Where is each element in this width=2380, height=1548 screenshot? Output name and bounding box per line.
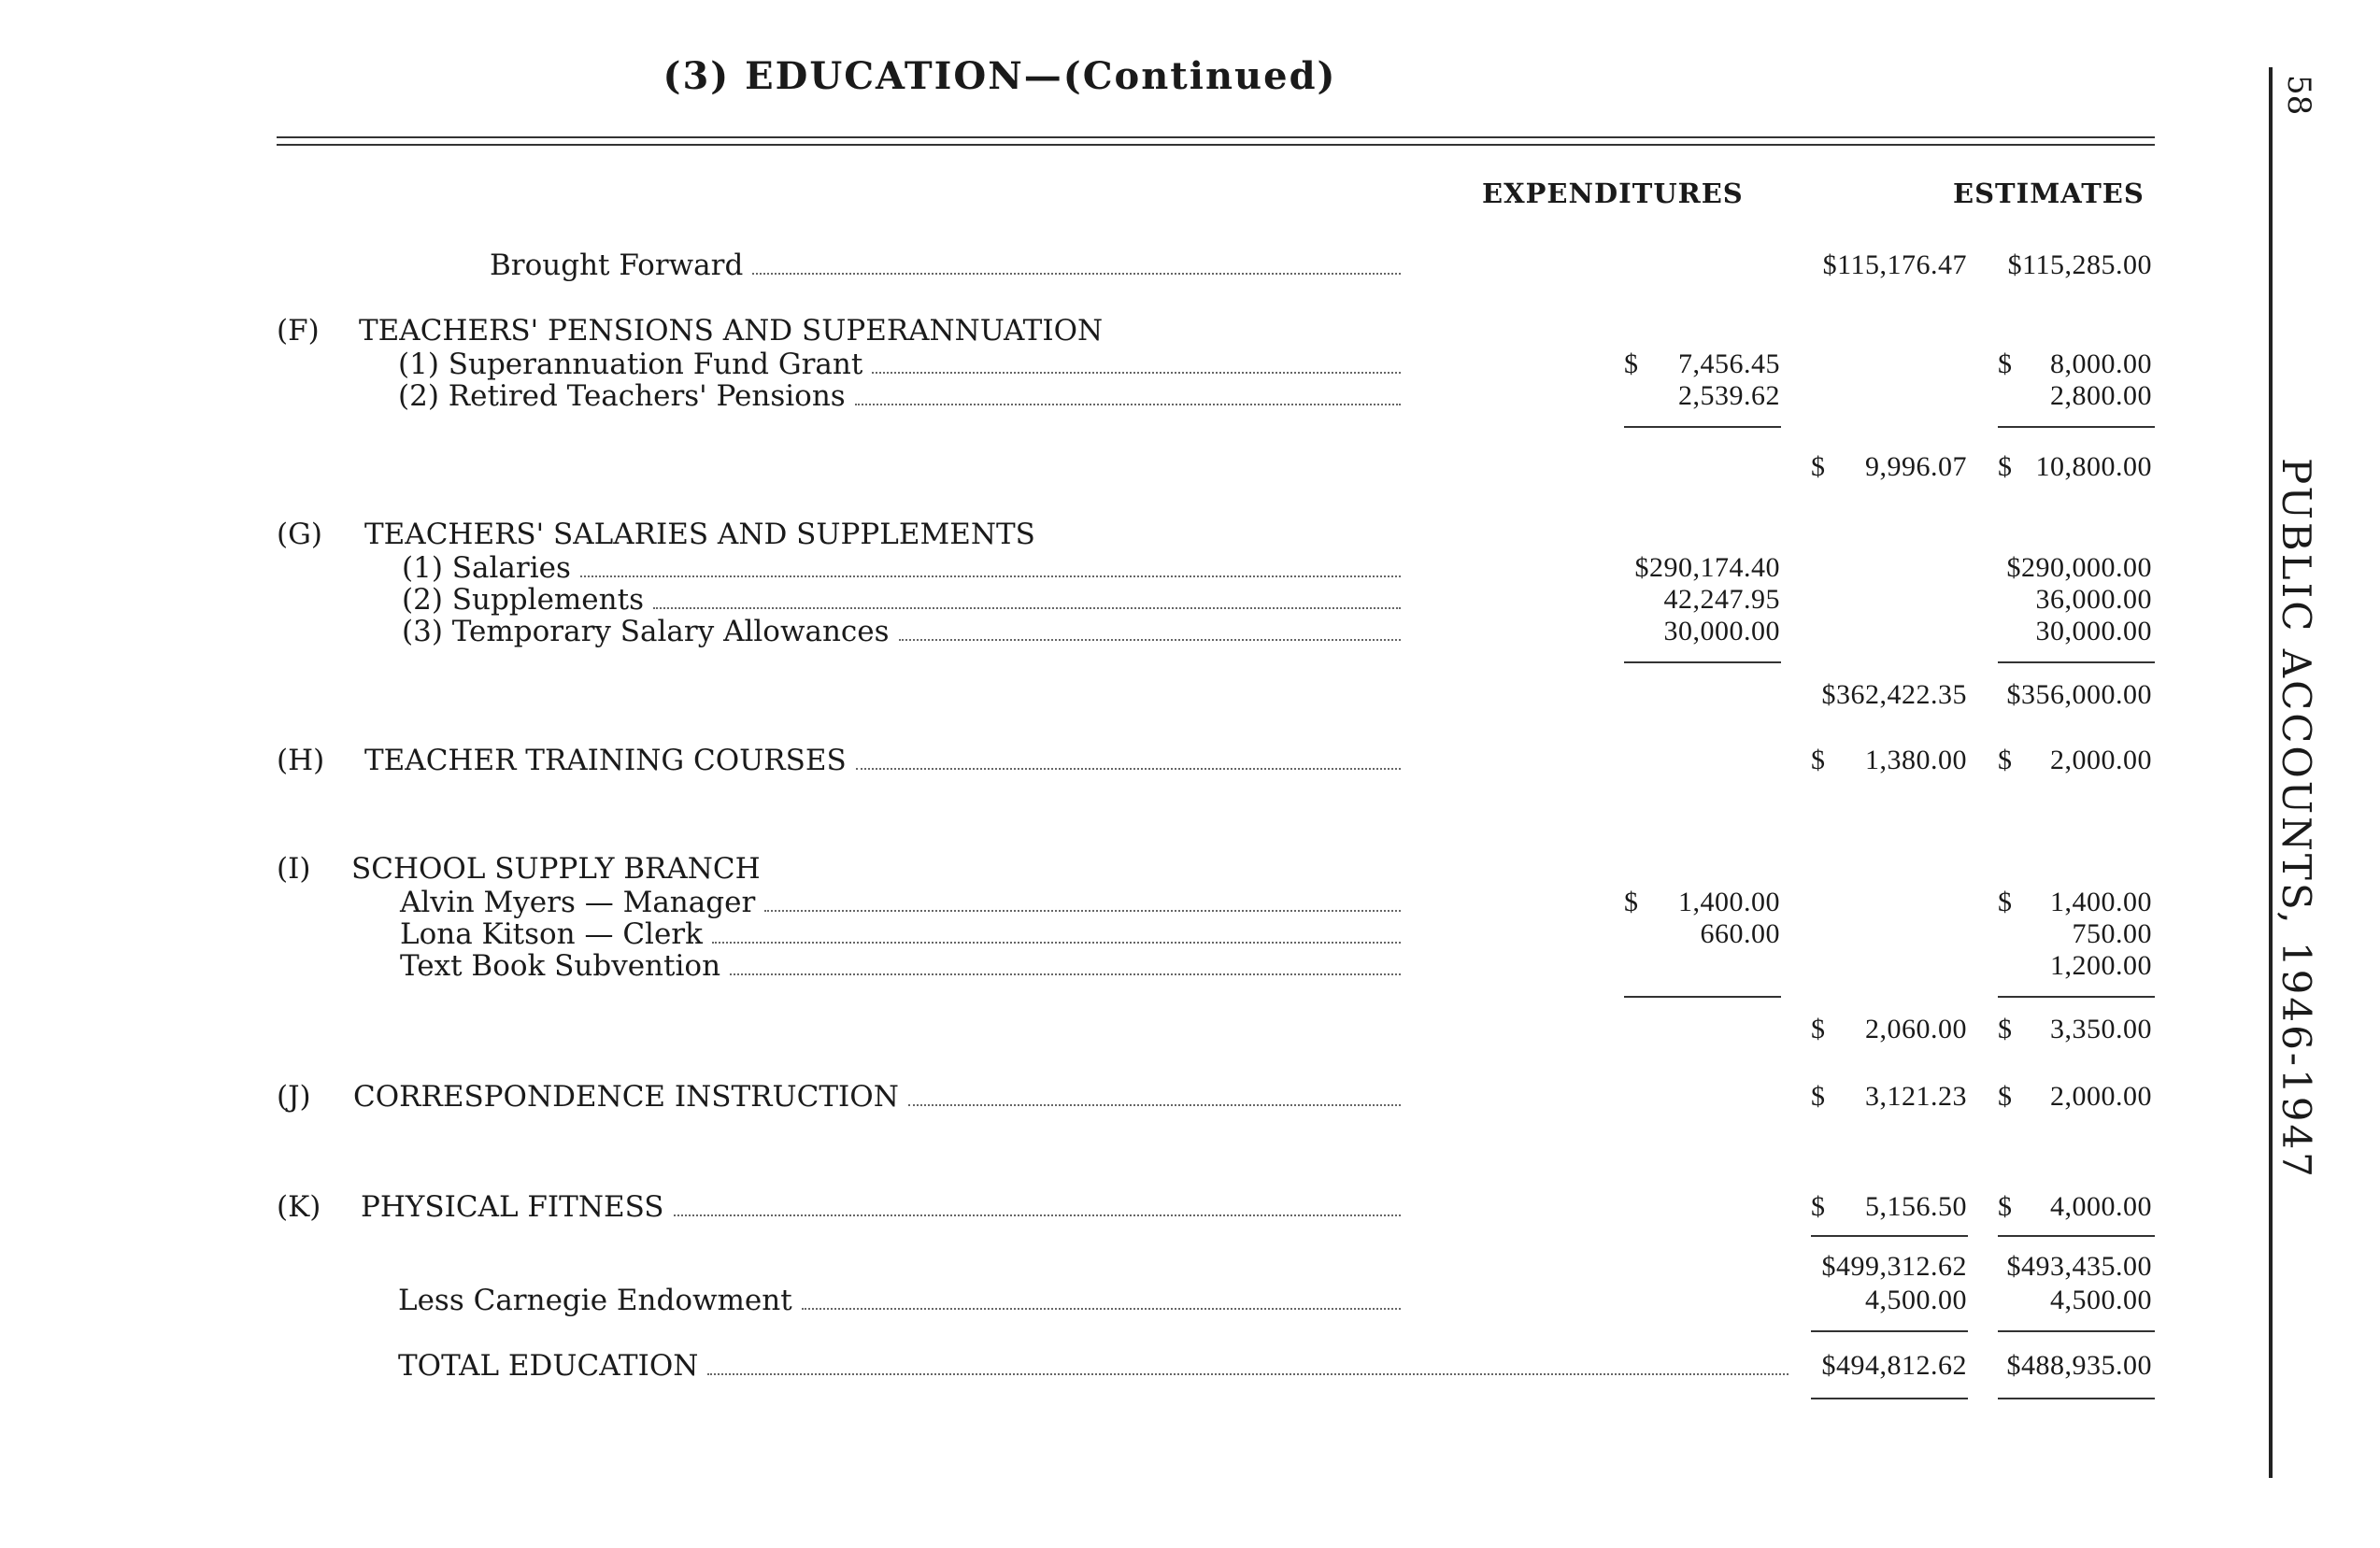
dollar-sign: $ [1998, 451, 2012, 482]
dollar-sign: $ [1998, 1014, 2012, 1044]
dot-leader [855, 404, 1401, 405]
item-label: Lona Kitson — Clerk [400, 917, 703, 951]
section-title: CORRESPONDENCE INSTRUCTION [353, 1080, 899, 1114]
section-title: TEACHER TRAINING COURSES [364, 744, 847, 777]
item-label: Alvin Myers — Manager [400, 886, 756, 919]
item-est: 2,800.00 [2050, 380, 2152, 411]
dot-leader [707, 1373, 1789, 1375]
section-k-row [0, 1190, 2243, 1224]
subtotal-row [0, 1250, 2243, 1284]
dollar-sign: $ [1811, 451, 1825, 482]
title-rule-top [277, 136, 2155, 138]
total-est: 4,000.00 [2050, 1191, 2152, 1222]
dollar-sign: $ [1811, 1081, 1825, 1112]
item-exp: $290,174.40 [1634, 552, 1780, 583]
column-header-estimates: ESTIMATES [1953, 178, 2145, 209]
underline [1624, 996, 1781, 998]
total-exp: $362,422.35 [1821, 679, 1967, 710]
brought-forward-label: Brought Forward [490, 249, 744, 282]
dot-leader [674, 1214, 1401, 1216]
item-exp: 2,539.62 [1678, 380, 1780, 411]
total-education-exp: $494,812.62 [1821, 1350, 1967, 1381]
section-j-row [0, 1080, 2243, 1114]
section-letter: (H) [277, 744, 325, 777]
item-label: Text Book Subvention [400, 949, 721, 983]
brought-forward-row [0, 249, 2243, 282]
underline [1998, 996, 2155, 998]
total-est: $356,000.00 [2006, 679, 2152, 710]
section-f-item-2 [0, 379, 2243, 413]
underline [1998, 661, 2155, 663]
total-exp: 1,380.00 [1865, 745, 1967, 775]
underline [1811, 1330, 1968, 1332]
section-letter: (G) [277, 518, 322, 551]
total-education-label: TOTAL EDUCATION [398, 1349, 699, 1383]
section-g-item-2 [0, 583, 2243, 617]
section-g-item-3 [0, 615, 2243, 648]
dot-leader [730, 973, 1401, 975]
section-g-heading [0, 518, 2243, 551]
dollar-sign: $ [1998, 1191, 2012, 1222]
running-header: PUBLIC ACCOUNTS, 1946-1947 [2273, 458, 2319, 1180]
underline [1998, 1330, 2155, 1332]
brought-forward-exp: $115,176.47 [1822, 249, 1967, 280]
section-g-total [0, 678, 2243, 712]
total-education-row [0, 1349, 2243, 1383]
underline [1811, 1398, 1968, 1399]
item-label: (2) Supplements [402, 583, 644, 617]
section-title: PHYSICAL FITNESS [361, 1190, 664, 1224]
subtotal-est: $493,435.00 [2006, 1251, 2152, 1282]
less-carnegie-exp: 4,500.00 [1865, 1285, 1967, 1315]
underline [1811, 1235, 1968, 1237]
dot-leader [872, 372, 1401, 374]
item-est: 1,400.00 [2050, 887, 2152, 917]
item-label: (2) Retired Teachers' Pensions [398, 379, 846, 413]
total-exp: 2,060.00 [1865, 1014, 1967, 1044]
section-f-item-1 [0, 348, 2243, 381]
total-exp: 3,121.23 [1865, 1081, 1967, 1112]
item-label: (1) Superannuation Fund Grant [398, 348, 863, 381]
dollar-sign: $ [1998, 887, 2012, 917]
section-letter: (I) [277, 852, 311, 886]
section-letter: (J) [277, 1080, 311, 1114]
dollar-sign: $ [1811, 1191, 1825, 1222]
less-carnegie-est: 4,500.00 [2050, 1285, 2152, 1315]
underline [1624, 661, 1781, 663]
underline [1998, 1398, 2155, 1399]
total-est: 10,800.00 [2035, 451, 2152, 482]
dot-leader [856, 768, 1401, 770]
total-exp: 5,156.50 [1865, 1191, 1967, 1222]
item-est: 36,000.00 [2035, 584, 2152, 615]
section-h-row [0, 744, 2243, 777]
item-est: 1,200.00 [2050, 950, 2152, 981]
section-i-item-2 [0, 917, 2243, 951]
section-i-item-3 [0, 949, 2243, 983]
item-est: 750.00 [2072, 918, 2152, 949]
item-exp: 660.00 [1700, 918, 1780, 949]
item-label: (1) Salaries [402, 551, 571, 585]
underline [1998, 1235, 2155, 1237]
total-education-est: $488,935.00 [2006, 1350, 2152, 1381]
section-i-total [0, 1013, 2243, 1046]
page-title: (3) EDUCATION—(Continued) [663, 54, 1337, 98]
margin-rule [2269, 67, 2273, 1478]
section-f-total [0, 450, 2243, 484]
brought-forward-est: $115,285.00 [2007, 249, 2152, 280]
item-est: $290,000.00 [2006, 552, 2152, 583]
dollar-sign: $ [1811, 1014, 1825, 1044]
dot-leader [764, 910, 1401, 912]
dollar-sign: $ [1811, 745, 1825, 775]
subtotal-exp: $499,312.62 [1821, 1251, 1967, 1282]
dot-leader [899, 639, 1401, 641]
dot-leader [908, 1104, 1401, 1106]
item-est: 30,000.00 [2035, 616, 2152, 646]
item-exp: 1,400.00 [1678, 887, 1780, 917]
dollar-sign: $ [1624, 887, 1638, 917]
section-i-heading [0, 852, 2243, 886]
total-est: 2,000.00 [2050, 745, 2152, 775]
title-rule-bottom [277, 144, 2155, 146]
dot-leader [580, 575, 1401, 577]
section-letter: (K) [277, 1190, 321, 1224]
item-exp: 7,456.45 [1678, 348, 1780, 379]
section-title: TEACHERS' PENSIONS AND SUPERANNUATION [359, 314, 1104, 348]
section-title: SCHOOL SUPPLY BRANCH [351, 852, 761, 886]
dot-leader [802, 1308, 1401, 1310]
section-f-heading [0, 314, 2243, 348]
section-i-item-1 [0, 886, 2243, 919]
item-exp: 30,000.00 [1663, 616, 1780, 646]
page-number: 58 [2280, 75, 2317, 116]
item-est: 8,000.00 [2050, 348, 2152, 379]
dollar-sign: $ [1624, 348, 1638, 379]
dollar-sign: $ [1998, 1081, 2012, 1112]
total-est: 3,350.00 [2050, 1014, 2152, 1044]
section-title: TEACHERS' SALARIES AND SUPPLEMENTS [364, 518, 1035, 551]
dot-leader [752, 273, 1401, 275]
less-carnegie-label: Less Carnegie Endowment [398, 1284, 792, 1317]
dollar-sign: $ [1998, 348, 2012, 379]
underline [1624, 426, 1781, 428]
dollar-sign: $ [1998, 745, 2012, 775]
column-header-expenditures: EXPENDITURES [1482, 178, 1744, 209]
total-est: 2,000.00 [2050, 1081, 2152, 1112]
dot-leader [653, 607, 1401, 609]
less-carnegie-row [0, 1284, 2243, 1317]
section-g-item-1 [0, 551, 2243, 585]
underline [1998, 426, 2155, 428]
item-label: (3) Temporary Salary Allowances [402, 615, 890, 648]
section-letter: (F) [277, 314, 320, 348]
dot-leader [712, 942, 1401, 944]
item-exp: 42,247.95 [1663, 584, 1780, 615]
total-exp: 9,996.07 [1865, 451, 1967, 482]
